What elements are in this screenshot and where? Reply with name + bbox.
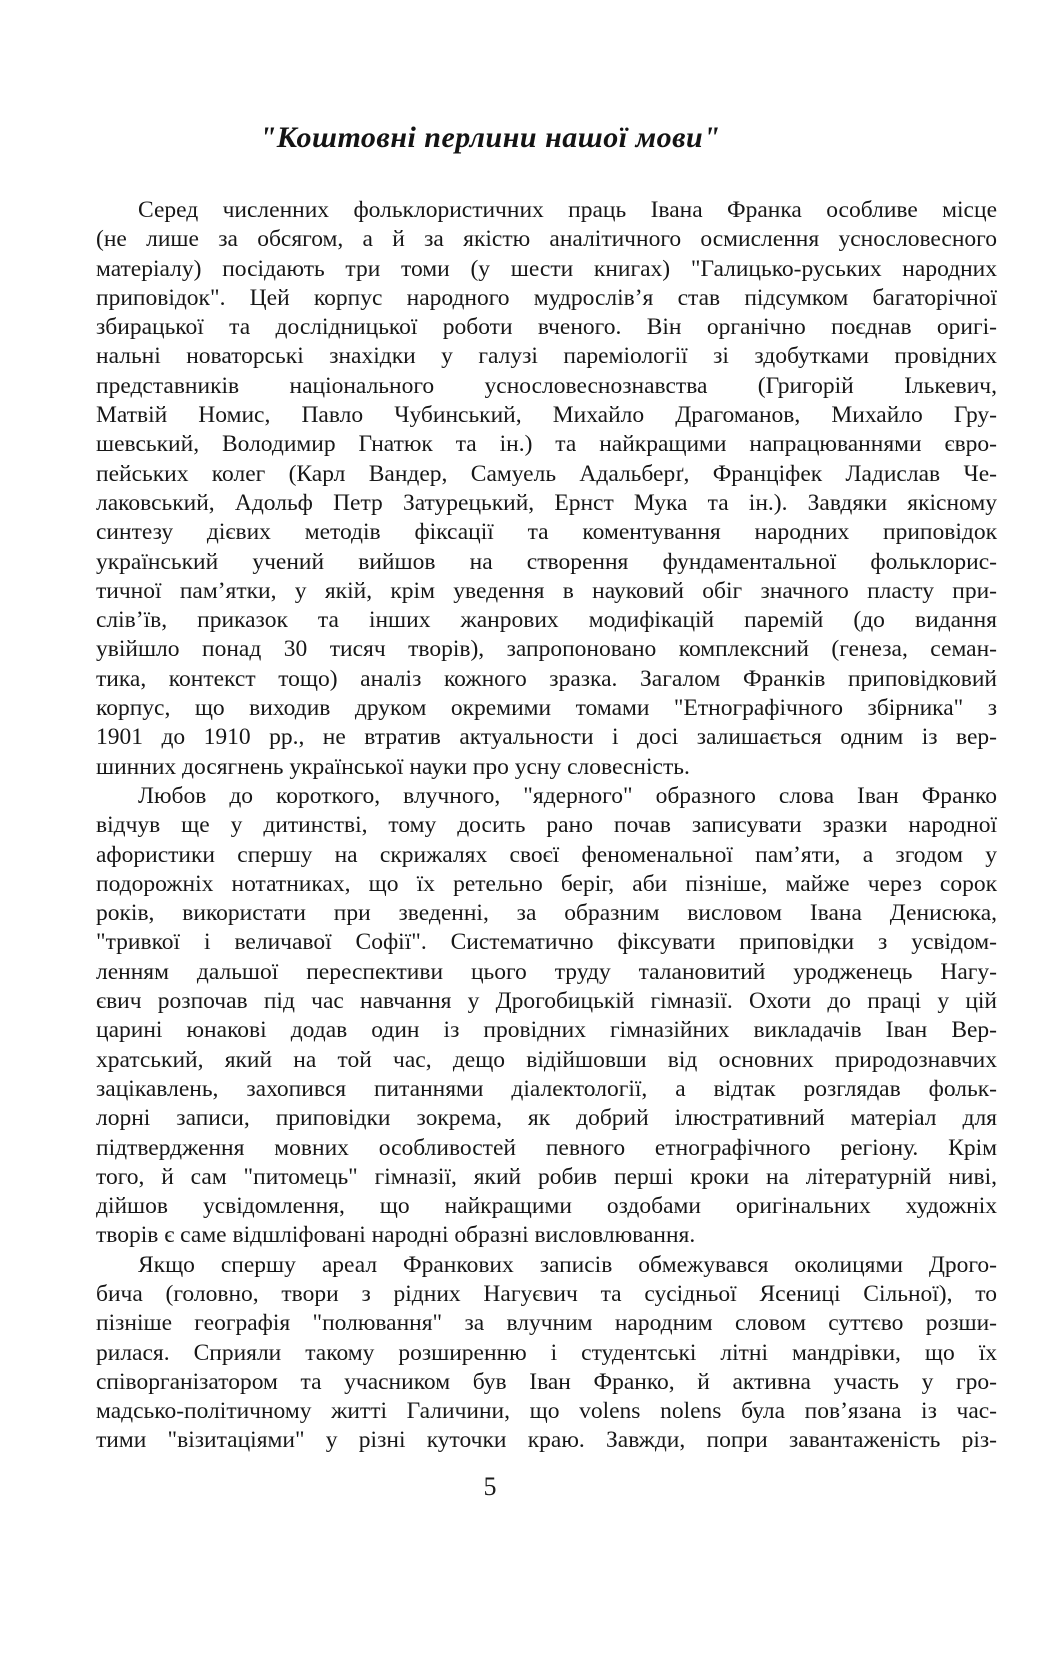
text-line: синтезу дієвих методів фіксації та коментування народних приповідок (96, 519, 997, 546)
text-line: Любов до короткого, влучного, "ядерного" образного слова Іван Франко (138, 782, 997, 809)
text-line: мадсько-політичному житті Галичини, що volens nolens була пов’язана із час- (96, 1398, 997, 1425)
text-line: тими "візитаціями" у різні куточки краю. Завжди, попри завантаженість різ- (96, 1427, 997, 1454)
text-line: збирацької та дослідницької роботи вченого. Він органічно поєднав оригі- (96, 314, 997, 341)
text-line: творів є саме відшліфовані народні образні висловлювання. (96, 1222, 696, 1249)
text-line: підтвердження мовних особливостей певного етнографічного регіону. Крім (96, 1134, 997, 1161)
page-number: 5 (483, 1472, 497, 1501)
page-title: "Коштовні перлини нашої мови" (259, 121, 721, 154)
text-line: нальні новаторські знахідки у галузі пареміології зі здобутками провідних (96, 343, 997, 370)
text-line: (не лише за обсягом, а й за якістю аналітичного осмислення уснословесного (96, 226, 997, 253)
text-line: царині юнакові додав один із провідних гімназійних викладачів Іван Вер- (96, 1017, 997, 1044)
text-line: шевський, Володимир Гнатюк та ін.) та найкращими напрацюваннями євро- (96, 431, 997, 458)
text-line: хратський, який на той час, дещо відійшовши від основних природознавчих (96, 1046, 997, 1073)
text-line: матеріалу) посідають три томи (у шести книгах) "Галицько-руських народних (96, 255, 997, 282)
text-line: Якщо спершу ареал Франкових записів обмежувався околицями Дрого- (138, 1251, 997, 1278)
text-line: корпус, що виходив друком окремими томами "Етнографічного збірника" з (96, 695, 997, 722)
text-line: український учений вийшов на створення фундаментальної фольклорис- (96, 548, 997, 575)
text-line: афористики спершу на скрижалях своєї феноменальної пам’яти, а згодом у (96, 841, 997, 868)
text-line: співорганізатором та учасником був Іван Франко, й активна участь у гро- (96, 1368, 997, 1395)
text-line: подорожніх нотатниках, що їх ретельно беріг, аби пізніше, майже через сорок (96, 870, 997, 897)
text-line: слів’їв, приказок та інших жанрових модифікацій паремій (до видання (96, 607, 997, 634)
paragraph (96, 782, 997, 1251)
text-line: рилася. Сприяли такому розширенню і студентські літні мандрівки, що їх (96, 1339, 997, 1366)
text-line: бича (головно, твори з рідних Нагуєвич та сусідньої Ясениці Сільної), то (96, 1280, 997, 1307)
text-line: тичної пам’ятки, у якій, крім уведення в науковий обіг значного пласту при- (96, 577, 997, 604)
text-line: Матвій Номис, Павло Чубинський, Михайло Драгоманов, Михайло Гру- (96, 402, 997, 429)
text-line: пізніше географія "полювання" за влучним народним словом суттєво розши- (96, 1310, 997, 1337)
paragraph (96, 1251, 997, 1456)
text-line: лорні записи, приповідки зокрема, як добрий ілюстративний матеріал для (96, 1105, 997, 1132)
text-line: приповідок". Цей корпус народного мудрослів’я став підсумком багаторічної (96, 284, 997, 311)
text-line: зацікавлень, захопився питаннями діалектології, а відтак розглядав фольк- (96, 1075, 997, 1102)
text-line: шинних досягнень української науки про усну словесність. (96, 753, 690, 780)
text-line: відчув ще у дитинстві, тому досить рано почав записувати зразки народної (96, 812, 997, 839)
text-line: пейських колег (Карл Вандер, Самуель Адальберґ, Франціфек Ладислав Че- (96, 460, 997, 487)
text-line: увійшло понад 30 тисяч творів), запропоновано комплексний (генеза, семан- (96, 636, 997, 663)
paragraph (96, 196, 997, 782)
text-line: Серед численних фольклористичних праць Івана Франка особливе місце (138, 197, 997, 223)
text-line: 1901 до 1910 рр., не втратив актуальности і досі залишається одним із вер- (96, 724, 997, 751)
text-line: тика, контекст тощо) аналіз кожного зразка. Загалом Франків приповідковий (96, 665, 997, 692)
text-line: лаковський, Адольф Петр Затурецький, Ернст Мука та ін.). Завдяки якісному (96, 489, 997, 516)
text-line: ленням дальшої переспективи цього труду талановитий уродженець Нагу- (96, 958, 997, 985)
text-line: представників національного уснословеснознавства (Григорій Ількевич, (96, 372, 997, 399)
text-line: "тривкої і величавої Софії". Систематично фіксувати приповідки з усвідом- (96, 929, 997, 956)
body-text (96, 196, 997, 1456)
text-line: євич розпочав під час навчання у Дрогобицькій гімназії. Охоти до праці у цій (96, 988, 997, 1015)
text-line: дійшов усвідомлення, що найкращими оздобами оригінальних художніх (96, 1193, 997, 1220)
text-line: років, використати при зведенні, за образним висловом Івана Денисюка, (96, 900, 997, 927)
text-line: того, й сам "питомець" гімназії, який робив перші кроки на літературній ниві, (96, 1163, 997, 1190)
